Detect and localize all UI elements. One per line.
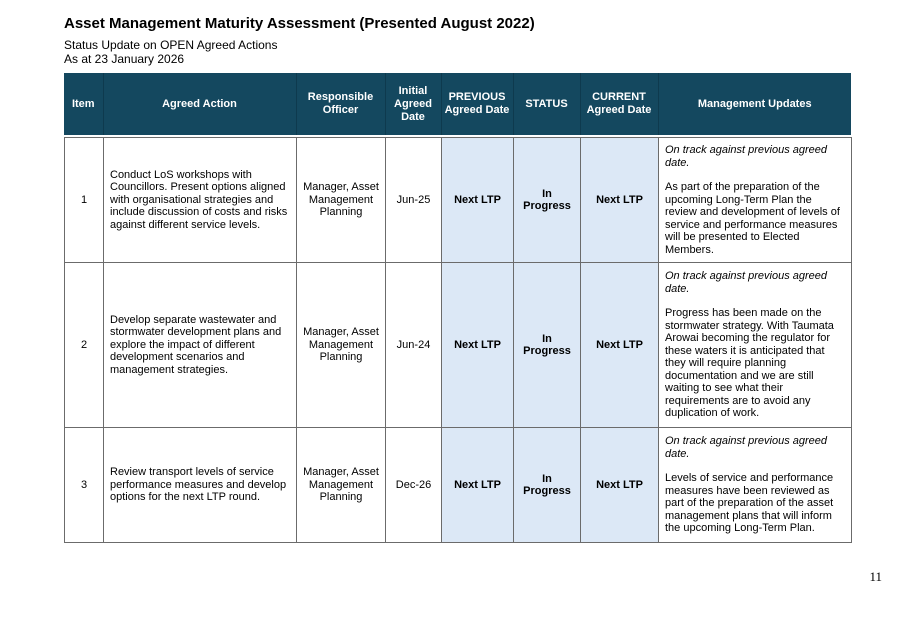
management-updates-cell [659, 263, 852, 428]
col-header-item: Item [64, 73, 103, 135]
previous-agreed-date-cell: Next LTP [442, 138, 514, 263]
update-note: On track against previous agreed date. [665, 270, 828, 295]
management-updates-cell [659, 138, 852, 263]
col-header-management-updates: Management Updates [658, 73, 851, 135]
col-header-current-agreed-date: CURRENT Agreed Date [580, 73, 658, 135]
previous-agreed-date-cell: Next LTP [442, 428, 514, 543]
status-cell: In Progress [514, 428, 581, 543]
update-note: On track against previous agreed date. [665, 144, 828, 169]
status-cell: In Progress [514, 263, 581, 428]
item-number: 3 [65, 428, 104, 543]
update-detail: Levels of service and performance measures have been reviewed as part of the preparation of the asset management plans that will inform the upcoming Long-Term Plan. [665, 472, 834, 535]
table-row [65, 263, 852, 428]
update-detail: As part of the preparation of the upcoming Long-Term Plan the review and development of levels of service and performance measures will be presented to Elected Members. [665, 181, 840, 256]
page-title: Asset Management Maturity Assessment (Presented August 2022) [64, 15, 535, 32]
as-at-date: As at 23 January 2026 [64, 52, 185, 66]
page-subtitle: Status Update on OPEN Agreed Actions [64, 38, 278, 52]
actions-table-header [64, 73, 851, 135]
col-header-responsible-officer: Responsible Officer [296, 73, 385, 135]
col-header-previous-agreed-date: PREVIOUS Agreed Date [441, 73, 513, 135]
table-row [65, 428, 852, 543]
page-number: 11 [869, 569, 882, 584]
col-header-status: STATUS [513, 73, 580, 135]
col-header-initial-agreed-date: Initial Agreed Date [385, 73, 441, 135]
update-note: On track against previous agreed date. [665, 435, 828, 460]
status-cell: In Progress [514, 138, 581, 263]
current-agreed-date-cell: Next LTP [581, 428, 659, 543]
agreed-action-cell: Conduct LoS workshops with Councillors. Present options aligned with organisational strategies and include discussion of costs and risks against different service levels. [104, 138, 297, 263]
initial-agreed-date-cell: Jun-24 [386, 263, 442, 428]
responsible-officer-cell: Manager, Asset Management Planning [297, 263, 386, 428]
previous-agreed-date-cell: Next LTP [442, 263, 514, 428]
agreed-action-cell: Review transport levels of service performance measures and develop options for the next LTP round. [104, 428, 297, 543]
item-number: 2 [65, 263, 104, 428]
initial-agreed-date-cell: Dec-26 [386, 428, 442, 543]
current-agreed-date-cell: Next LTP [581, 263, 659, 428]
header-row [64, 73, 851, 135]
table-row [65, 138, 852, 263]
agreed-action-cell: Develop separate wastewater and stormwater development plans and explore the impact of different development scenarios and management strategies. [104, 263, 297, 428]
responsible-officer-cell: Manager, Asset Management Planning [297, 428, 386, 543]
current-agreed-date-cell: Next LTP [581, 138, 659, 263]
management-updates-cell [659, 428, 852, 543]
update-detail: Progress has been made on the stormwater strategy. With Taumata Arowai becoming the regulator for these waters it is anticipated that they will require planning documentation and we are still waiting to see what their requirements are to avoid any duplication of work. [665, 307, 834, 420]
actions-table-body [64, 137, 852, 543]
responsible-officer-cell: Manager, Asset Management Planning [297, 138, 386, 263]
item-number: 1 [65, 138, 104, 263]
col-header-agreed-action: Agreed Action [103, 73, 296, 135]
initial-agreed-date-cell: Jun-25 [386, 138, 442, 263]
